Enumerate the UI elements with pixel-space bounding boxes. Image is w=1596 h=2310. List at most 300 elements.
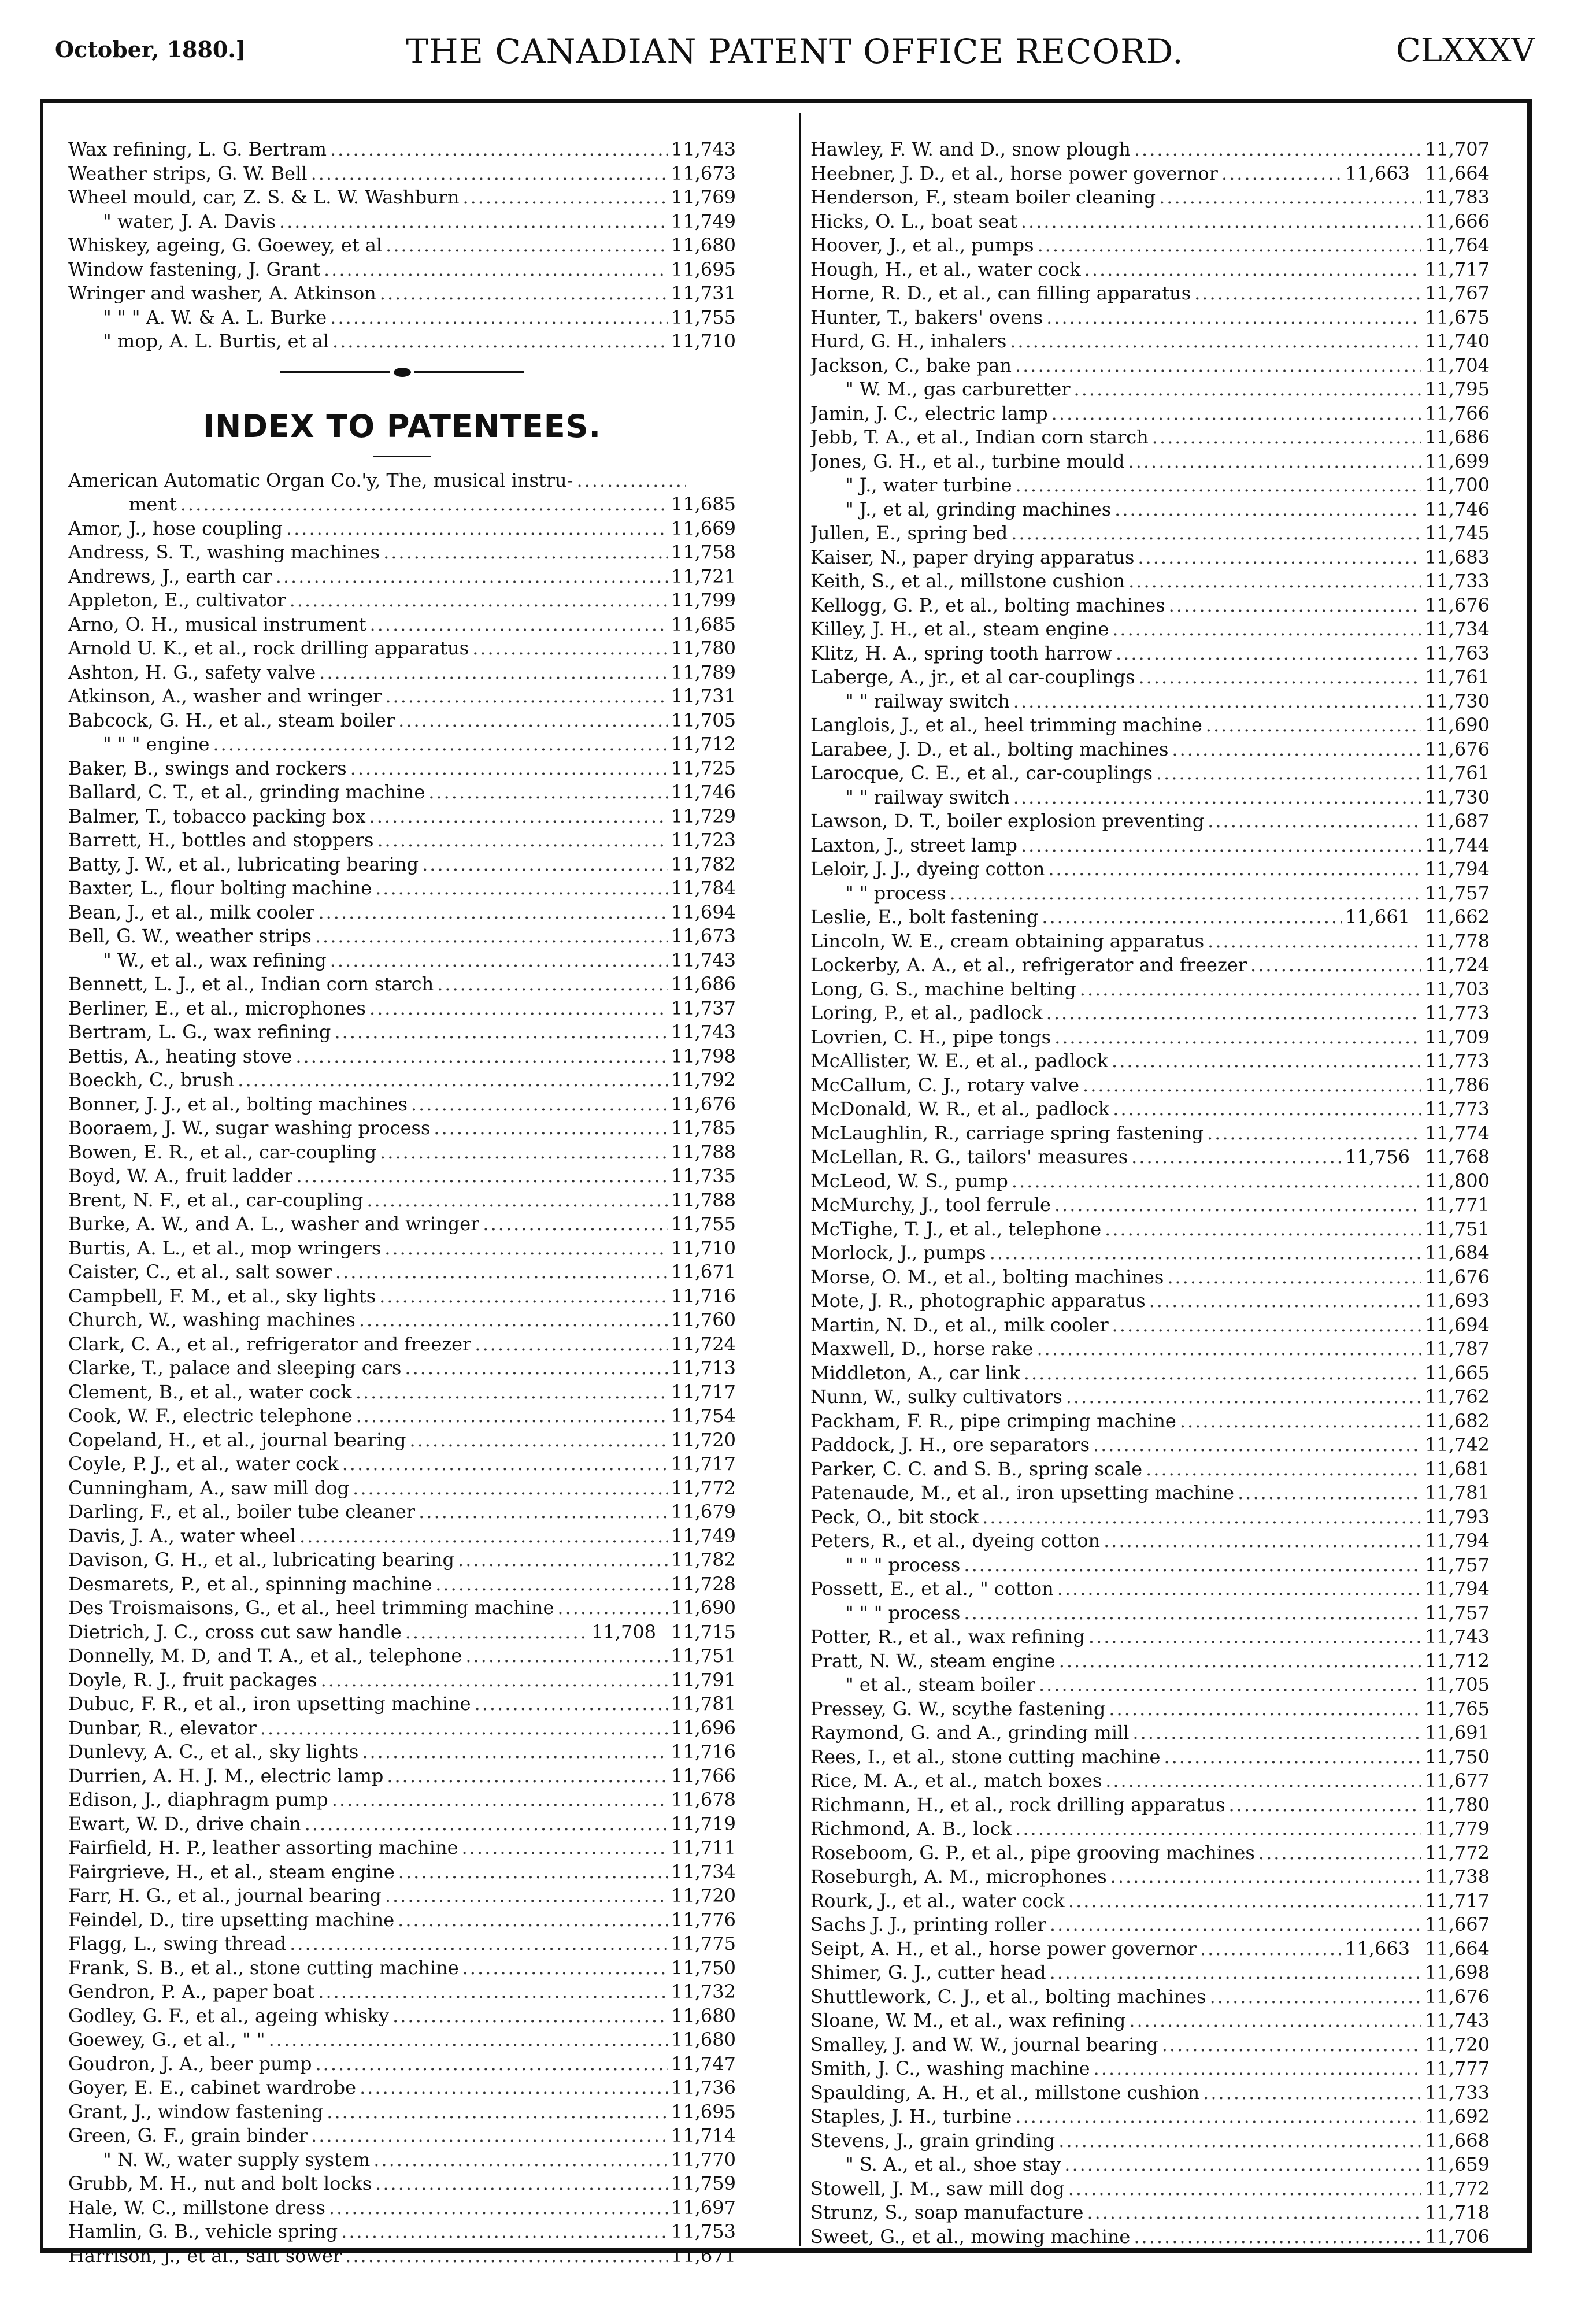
- patent-number: 11,794: [1425, 858, 1490, 880]
- entry-text: Rice, M. A., et al., match boxes: [810, 1769, 1102, 1791]
- entry-text: Bennett, L. J., et al., Indian corn starch: [68, 973, 434, 995]
- patent-number: 11,691: [1425, 1722, 1490, 1743]
- entry-text: Grubb, M. H., nut and bolt locks: [68, 2172, 372, 2194]
- index-entry: [810, 473, 1490, 498]
- patentee-index-left: [68, 469, 736, 2268]
- dot-leader: [1207, 1121, 1421, 1146]
- entry-text: Fairgrieve, H., et al., steam engine: [68, 1860, 395, 1883]
- index-entry: [68, 138, 736, 162]
- index-entry: [810, 186, 1490, 210]
- index-entry: [68, 1836, 736, 1860]
- dot-leader: [360, 2076, 668, 2100]
- patent-number: 11,678: [671, 1789, 736, 1811]
- index-entry: [68, 1548, 736, 1572]
- patent-number: 11,730: [1425, 786, 1490, 808]
- index-entry: [810, 450, 1490, 474]
- entry-text: Rees, I., et al., stone cutting machine: [810, 1745, 1161, 1768]
- dot-leader: [1088, 1625, 1421, 1649]
- entry-text: Coyle, P. J., et al., water cock: [68, 1453, 339, 1475]
- dot-leader: [458, 1548, 668, 1572]
- entry-text: Parker, C. C. and S. B., spring scale: [810, 1457, 1143, 1480]
- index-entry: [810, 1145, 1490, 1169]
- patent-number: 11,692: [1425, 2105, 1490, 2127]
- entry-text: Arno, O. H., musical instrument: [68, 613, 366, 635]
- index-entry: [810, 930, 1490, 954]
- patent-number: 11,747: [671, 2052, 736, 2075]
- entry-text: Frank, S. B., et al., stone cutting machine: [68, 1956, 459, 1979]
- entry-text: Hale, W. C., millstone dress: [68, 2196, 325, 2219]
- entry-text: Boyd, W. A., fruit ladder: [68, 1165, 293, 1187]
- patent-number: 11,791: [671, 1668, 736, 1691]
- index-entry: [68, 684, 736, 709]
- index-entry: [68, 1260, 736, 1284]
- index-entry: [810, 1721, 1490, 1745]
- index-entry: [68, 1524, 736, 1549]
- patent-number: 11,714: [671, 2124, 736, 2146]
- index-entry: [810, 1457, 1490, 1482]
- entry-text: " J., water turbine: [845, 474, 1012, 496]
- index-entry: [68, 828, 736, 853]
- dot-leader: [332, 330, 668, 354]
- section-ornament: [68, 361, 736, 384]
- dot-leader: [1258, 1841, 1421, 1865]
- entry-text: Hurd, G. H., inhalers: [810, 330, 1007, 352]
- dot-leader: [1058, 2129, 1421, 2153]
- entry-text: Durrien, A. H. J. M., electric lamp: [68, 1764, 384, 1787]
- dot-leader: [370, 613, 668, 637]
- entry-text: " J., et al, grinding machines: [845, 498, 1112, 520]
- index-entry: [810, 402, 1490, 426]
- entry-text: Goyer, E. E., cabinet wardrobe: [68, 2076, 357, 2098]
- index-entry: [810, 1985, 1490, 2009]
- patent-number: 11,743: [671, 949, 736, 971]
- index-entry: [810, 521, 1490, 546]
- patent-number: 11,783: [1425, 186, 1490, 208]
- entry-text: Edison, J., diaphragm pump: [68, 1789, 328, 1811]
- dot-leader: [377, 828, 668, 853]
- dot-leader: [1105, 1769, 1421, 1793]
- index-entry: [810, 258, 1490, 282]
- entry-text: Seipt, A. H., et al., horse power governor: [810, 1937, 1197, 1960]
- patent-number: 11,685: [671, 493, 736, 515]
- left-column: [68, 138, 736, 2268]
- index-entry: [68, 258, 736, 282]
- dot-leader: [356, 1404, 668, 1428]
- patent-number: 11,695: [671, 2100, 736, 2123]
- index-entry: [810, 1193, 1490, 1217]
- index-entry: [68, 853, 736, 877]
- patent-number: 11,720: [1425, 2033, 1490, 2056]
- entry-text: Donnelly, M. D, and T. A., et al., telephone: [68, 1645, 462, 1667]
- index-entry: [68, 493, 736, 517]
- dot-leader: [305, 1812, 668, 1837]
- index-entry: [810, 2201, 1490, 2225]
- dot-leader: [483, 1212, 668, 1237]
- dot-leader: [180, 493, 668, 517]
- patent-number: 11,795: [1425, 378, 1490, 400]
- entry-text: Andress, S. T., washing machines: [68, 541, 380, 563]
- index-entry: [810, 569, 1490, 594]
- entry-text: Jones, G. H., et al., turbine mould: [810, 450, 1125, 472]
- entry-text: Barrett, H., bottles and stoppers: [68, 829, 374, 851]
- index-entry: [68, 2100, 736, 2124]
- dot-leader: [1048, 857, 1421, 882]
- dot-leader: [238, 1068, 668, 1093]
- entry-text: Spaulding, A. H., et al., millstone cushion: [810, 2081, 1200, 2104]
- patent-number: 11,683: [1425, 546, 1490, 568]
- index-entry: [68, 1284, 736, 1309]
- index-entry: [68, 1668, 736, 1693]
- patent-number: 11,779: [1425, 1817, 1490, 1839]
- entry-text: " " " engine: [103, 733, 210, 755]
- entry-text: Sloane, W. M., et al., wax refining: [810, 2009, 1126, 2031]
- index-entry: [810, 2033, 1490, 2057]
- patent-number: 11,766: [1425, 402, 1490, 424]
- entry-text: Bonner, J. J., et al., bolting machines: [68, 1093, 408, 1115]
- entry-text: " W. M., gas carburetter: [845, 378, 1071, 400]
- entry-text: " " railway switch: [845, 786, 1010, 808]
- entry-text: Smalley, J. and W. W., journal bearing: [810, 2033, 1158, 2056]
- patent-number: 11,744: [1425, 834, 1490, 856]
- patent-number: 11,664: [1425, 162, 1490, 184]
- index-entry: [810, 1865, 1490, 1889]
- dot-leader: [375, 2172, 668, 2196]
- index-entry: [810, 1097, 1490, 1121]
- entry-text: Lincoln, W. E., cream obtaining apparatus: [810, 930, 1205, 952]
- index-entry: [810, 1961, 1490, 1985]
- entry-text: " water, J. A. Davis: [103, 210, 276, 232]
- patent-number: 11,694: [671, 901, 736, 923]
- entry-text: Jebb, T. A., et al., Indian corn starch: [810, 426, 1149, 448]
- dot-leader: [1159, 186, 1421, 210]
- dot-leader: [213, 732, 668, 757]
- patent-number: 11,717: [671, 1453, 736, 1475]
- patent-number: 11,703: [1425, 978, 1490, 1000]
- entry-text: Hoover, J., et al., pumps: [810, 234, 1034, 256]
- dot-leader: [950, 882, 1422, 906]
- entry-text: Stowell, J. M., saw mill dog: [810, 2177, 1065, 2200]
- patent-number: 11,695: [671, 258, 736, 280]
- patent-number: 11,717: [671, 1380, 736, 1403]
- dot-leader: [1238, 1481, 1421, 1505]
- dot-leader: [311, 2124, 668, 2148]
- dot-leader: [1050, 1961, 1421, 1985]
- patent-number: 11,680: [671, 2028, 736, 2050]
- index-entry: [68, 1020, 736, 1045]
- patent-number: 11,798: [671, 1045, 736, 1067]
- entry-text: Whiskey, ageing, G. Goewey, et al: [68, 234, 383, 256]
- index-entry: [68, 1045, 736, 1069]
- patent-number: 11,713: [671, 1357, 736, 1379]
- patent-number: 11,800: [1425, 1169, 1490, 1192]
- entry-text: Weather strips, G. W. Bell: [68, 162, 308, 184]
- index-entry: [810, 2225, 1490, 2249]
- dot-leader: [1228, 1793, 1421, 1817]
- dot-leader: [1013, 786, 1421, 810]
- index-entry: [68, 757, 736, 781]
- entry-text: Raymond, G. and A., grinding mill: [810, 1722, 1130, 1743]
- dot-leader: [1015, 2105, 1421, 2129]
- index-entry: [68, 661, 736, 685]
- patent-number: 11,768: [1425, 1146, 1490, 1168]
- patent-number: 11,673: [671, 162, 736, 184]
- patent-number: 11,761: [1425, 666, 1490, 688]
- dot-leader: [1128, 569, 1421, 594]
- dot-leader: [1109, 1697, 1421, 1722]
- dot-leader: [359, 1308, 668, 1332]
- index-entry: [810, 1529, 1490, 1553]
- entry-text: Flagg, L., swing thread: [68, 1933, 287, 1954]
- patent-number: 11,793: [1425, 1505, 1490, 1528]
- entry-text: Wringer and washer, A. Atkinson: [68, 282, 376, 304]
- entry-text: Keith, S., et al., millstone cushion: [810, 570, 1125, 592]
- dot-leader: [369, 805, 668, 829]
- entry-text: Desmarets, P., et al., spinning machine: [68, 1572, 432, 1595]
- dot-leader: [279, 210, 668, 234]
- patent-number: 11,763: [1425, 642, 1490, 664]
- index-entry: [68, 1572, 736, 1597]
- patent-number: 11,787: [1425, 1338, 1490, 1360]
- patent-number: 11,782: [671, 1549, 736, 1571]
- page-header: [55, 32, 1535, 78]
- entry-text: Appleton, E., cultivator: [68, 589, 286, 611]
- patent-number: 11,712: [1425, 1649, 1490, 1672]
- index-entry: [68, 1212, 736, 1237]
- patent-number: 11,773: [1425, 1098, 1490, 1120]
- entry-text: Bettis, A., heating stove: [68, 1045, 292, 1067]
- patent-number: 11,735: [671, 1165, 736, 1187]
- index-entry: [68, 709, 736, 733]
- dot-leader: [1208, 809, 1421, 834]
- index-entry: [810, 1649, 1490, 1674]
- index-entry: [810, 2153, 1490, 2177]
- entry-text: " " " process: [845, 1553, 961, 1576]
- entry-text: Stevens, J., grain grinding: [810, 2129, 1056, 2152]
- dot-leader: [1104, 1529, 1421, 1553]
- dot-leader: [356, 1380, 668, 1405]
- index-entry: [68, 1788, 736, 1812]
- patent-number: 11,699: [1425, 450, 1490, 472]
- dot-leader: [276, 565, 668, 589]
- patent-number: 11,749: [671, 210, 736, 232]
- index-entry: [68, 565, 736, 589]
- patent-number: 11,757: [1425, 1601, 1490, 1624]
- entry-text: Caister, C., et al., salt sower: [68, 1261, 332, 1283]
- index-entry: [810, 234, 1490, 258]
- patent-number: 11,740: [1425, 330, 1490, 352]
- index-entry: [810, 498, 1490, 522]
- dot-leader: [990, 1241, 1421, 1265]
- entry-text: Bowen, E. R., et al., car-coupling: [68, 1141, 377, 1163]
- index-entry: [68, 1428, 736, 1453]
- entry-text: Hough, H., et al., water cock: [810, 258, 1081, 280]
- dot-leader: [472, 636, 668, 661]
- index-to-patentees-heading: INDEX TO PATENTEES.: [202, 408, 602, 445]
- index-entry: [810, 882, 1490, 906]
- patent-number: 11,764: [1425, 234, 1490, 256]
- dot-leader: [411, 1093, 668, 1117]
- index-entry: [810, 1121, 1490, 1146]
- dot-leader: [373, 2148, 668, 2172]
- ornament-rule: [414, 371, 524, 373]
- dot-leader: [465, 1644, 668, 1668]
- index-entry: [810, 905, 1490, 930]
- dot-leader: [1013, 690, 1421, 714]
- patent-number: 11,731: [671, 282, 736, 304]
- entry-text: " " process: [845, 882, 946, 904]
- entry-text: Klitz, H. A., spring tooth harrow: [810, 642, 1112, 664]
- entry-text: Richmann, H., et al., rock drilling apparatus: [810, 1793, 1225, 1816]
- entry-text: McCallum, C. J., rotary valve: [810, 1073, 1080, 1096]
- index-entry: [68, 2124, 736, 2148]
- patent-number: 11,659: [1425, 2153, 1490, 2175]
- patent-number: 11,767: [1425, 282, 1490, 304]
- entry-text: Balmer, T., tobacco packing box: [68, 805, 366, 827]
- index-entry: [810, 306, 1490, 330]
- entry-text: Martin, N. D., et al., milk cooler: [810, 1313, 1109, 1336]
- dot-leader: [1112, 1049, 1421, 1073]
- patent-number: 11,667: [1425, 1913, 1490, 1935]
- index-entry: [68, 997, 736, 1021]
- entry-text: Burke, A. W., and A. L., washer and wringer: [68, 1213, 480, 1235]
- entry-text: Andrews, J., earth car: [68, 565, 272, 587]
- dot-leader: [369, 997, 668, 1021]
- dot-leader: [342, 1452, 668, 1476]
- patent-number: 11,686: [1425, 426, 1490, 448]
- patent-number: 11,676: [671, 1093, 736, 1115]
- patent-number: 11,758: [671, 541, 736, 563]
- dot-leader: [1162, 2033, 1421, 2057]
- patent-number: 11,724: [1425, 954, 1490, 976]
- index-entry: [68, 1620, 736, 1645]
- dot-leader: [379, 1284, 668, 1309]
- patent-number: 11,676: [1425, 1265, 1490, 1288]
- index-entry: [810, 738, 1490, 762]
- dot-leader: [1138, 665, 1421, 690]
- index-entry: [810, 1793, 1490, 1817]
- entry-text: Pratt, N. W., steam engine: [810, 1649, 1056, 1672]
- dot-leader: [1015, 354, 1421, 378]
- patent-number: 11,679: [671, 1501, 736, 1523]
- dot-leader: [428, 780, 668, 805]
- dot-leader: [1083, 1073, 1421, 1098]
- index-entry: [68, 186, 736, 210]
- dot-leader: [1093, 1433, 1421, 1457]
- entry-text: Henderson, F., steam boiler cleaning: [810, 186, 1156, 208]
- entry-text: " " railway switch: [845, 690, 1010, 712]
- dot-leader: [353, 1476, 668, 1501]
- entry-text: Jullen, E., spring bed: [810, 522, 1008, 544]
- entry-text: Clement, B., et al., water cock: [68, 1380, 352, 1403]
- patent-number: 11,676: [1425, 738, 1490, 760]
- dot-leader: [1149, 1289, 1421, 1313]
- patent-number: 11,742: [1425, 1434, 1490, 1456]
- entry-text: Lawson, D. T., boiler explosion preventing: [810, 810, 1205, 832]
- entry-text: Lockerby, A. A., et al., refrigerator and freezer: [810, 954, 1247, 976]
- dot-leader: [321, 1668, 668, 1693]
- patent-number: 11,717: [1425, 258, 1490, 280]
- index-entry: [810, 210, 1490, 234]
- ornament-diamond: [394, 368, 411, 377]
- entry-text: Amor, J., hose coupling: [68, 517, 283, 539]
- patent-number: 11,676: [1425, 594, 1490, 616]
- entry-text: Brent, N. F., et al., car-coupling: [68, 1189, 364, 1211]
- patent-number: 11,788: [671, 1189, 736, 1211]
- entry-text: Laberge, A., jr., et al car-couplings: [810, 666, 1135, 688]
- index-entry: [68, 1860, 736, 1885]
- dot-leader: [1210, 1985, 1421, 2009]
- entry-text: Paddock, J. H., ore separators: [810, 1434, 1090, 1456]
- patent-number: 11,751: [1425, 1217, 1490, 1240]
- patent-number: 11,666: [1425, 210, 1490, 232]
- index-entry: [810, 1625, 1490, 1649]
- entry-text: Campbell, F. M., et al., sky lights: [68, 1284, 376, 1307]
- patent-number: 11,700: [1425, 474, 1490, 496]
- dot-leader: [295, 1045, 668, 1069]
- dot-leader: [1112, 617, 1421, 642]
- patent-number: 11,743: [1425, 2009, 1490, 2031]
- patent-number: 11,720: [671, 1885, 736, 1907]
- patent-number: 11,711: [671, 1837, 736, 1859]
- patent-number: 11,728: [671, 1572, 736, 1595]
- entry-text: Arnold U. K., et al., rock drilling apparatus: [68, 637, 469, 659]
- patent-number: 11,749: [671, 1524, 736, 1547]
- index-entry: [810, 1841, 1490, 1865]
- dot-leader: [405, 1356, 668, 1380]
- patentee-index-right: [810, 138, 1490, 2249]
- dot-leader: [332, 1788, 668, 1812]
- patent-number: 11,696: [671, 1716, 736, 1739]
- dot-leader: [329, 2196, 668, 2220]
- patent-number: 11,732: [671, 1980, 736, 2002]
- patent-number: 11,733: [1425, 570, 1490, 592]
- entry-text: Langlois, J., et al., heel trimming machine: [810, 714, 1202, 736]
- index-entry: [68, 2076, 736, 2100]
- patent-number: 11,753: [671, 2220, 736, 2242]
- entry-text: Dunbar, R., elevator: [68, 1716, 257, 1739]
- patent-number: 11,693: [1425, 1290, 1490, 1312]
- entry-text: " N. W., water supply system: [103, 2148, 371, 2171]
- dot-leader: [557, 1596, 668, 1620]
- entry-text: Roseburgh, A. M., microphones: [810, 1865, 1107, 1887]
- entry-text: Heebner, J. D., et al., horse power governor: [810, 162, 1218, 184]
- patent-number: 11,762: [1425, 1386, 1490, 1408]
- entry-text: " mop, A. L. Burtis, et al: [103, 330, 329, 352]
- index-entry: [68, 1692, 736, 1716]
- dot-leader: [286, 517, 668, 541]
- entry-text: Gendron, P. A., paper boat: [68, 1980, 315, 2002]
- patent-number: 11,781: [1425, 1482, 1490, 1504]
- dot-leader: [1134, 2225, 1421, 2249]
- patent-number: 11,751: [671, 1645, 736, 1667]
- index-entry: [810, 1553, 1490, 1578]
- entry-text: Lovrien, C. H., pipe tongs: [810, 1026, 1051, 1048]
- index-entry: [68, 1956, 736, 1980]
- index-entry: [810, 1217, 1490, 1242]
- patent-number: 11,784: [671, 877, 736, 899]
- patent-number: 11,698: [1425, 1961, 1490, 1983]
- patent-number: 11,778: [1425, 930, 1490, 952]
- entry-text: Sweet, G., et al., mowing machine: [810, 2225, 1131, 2248]
- entry-text: Shimer, G. J., cutter head: [810, 1961, 1046, 1983]
- patent-number: 11,712: [671, 733, 736, 755]
- dot-leader: [316, 2052, 668, 2076]
- patent-number: 11,785: [671, 1117, 736, 1139]
- patent-number: 11,731: [671, 685, 736, 707]
- dot-leader: [290, 1932, 668, 1956]
- patent-number: 11,745: [1425, 522, 1490, 544]
- patent-number: 11,773: [1425, 1002, 1490, 1024]
